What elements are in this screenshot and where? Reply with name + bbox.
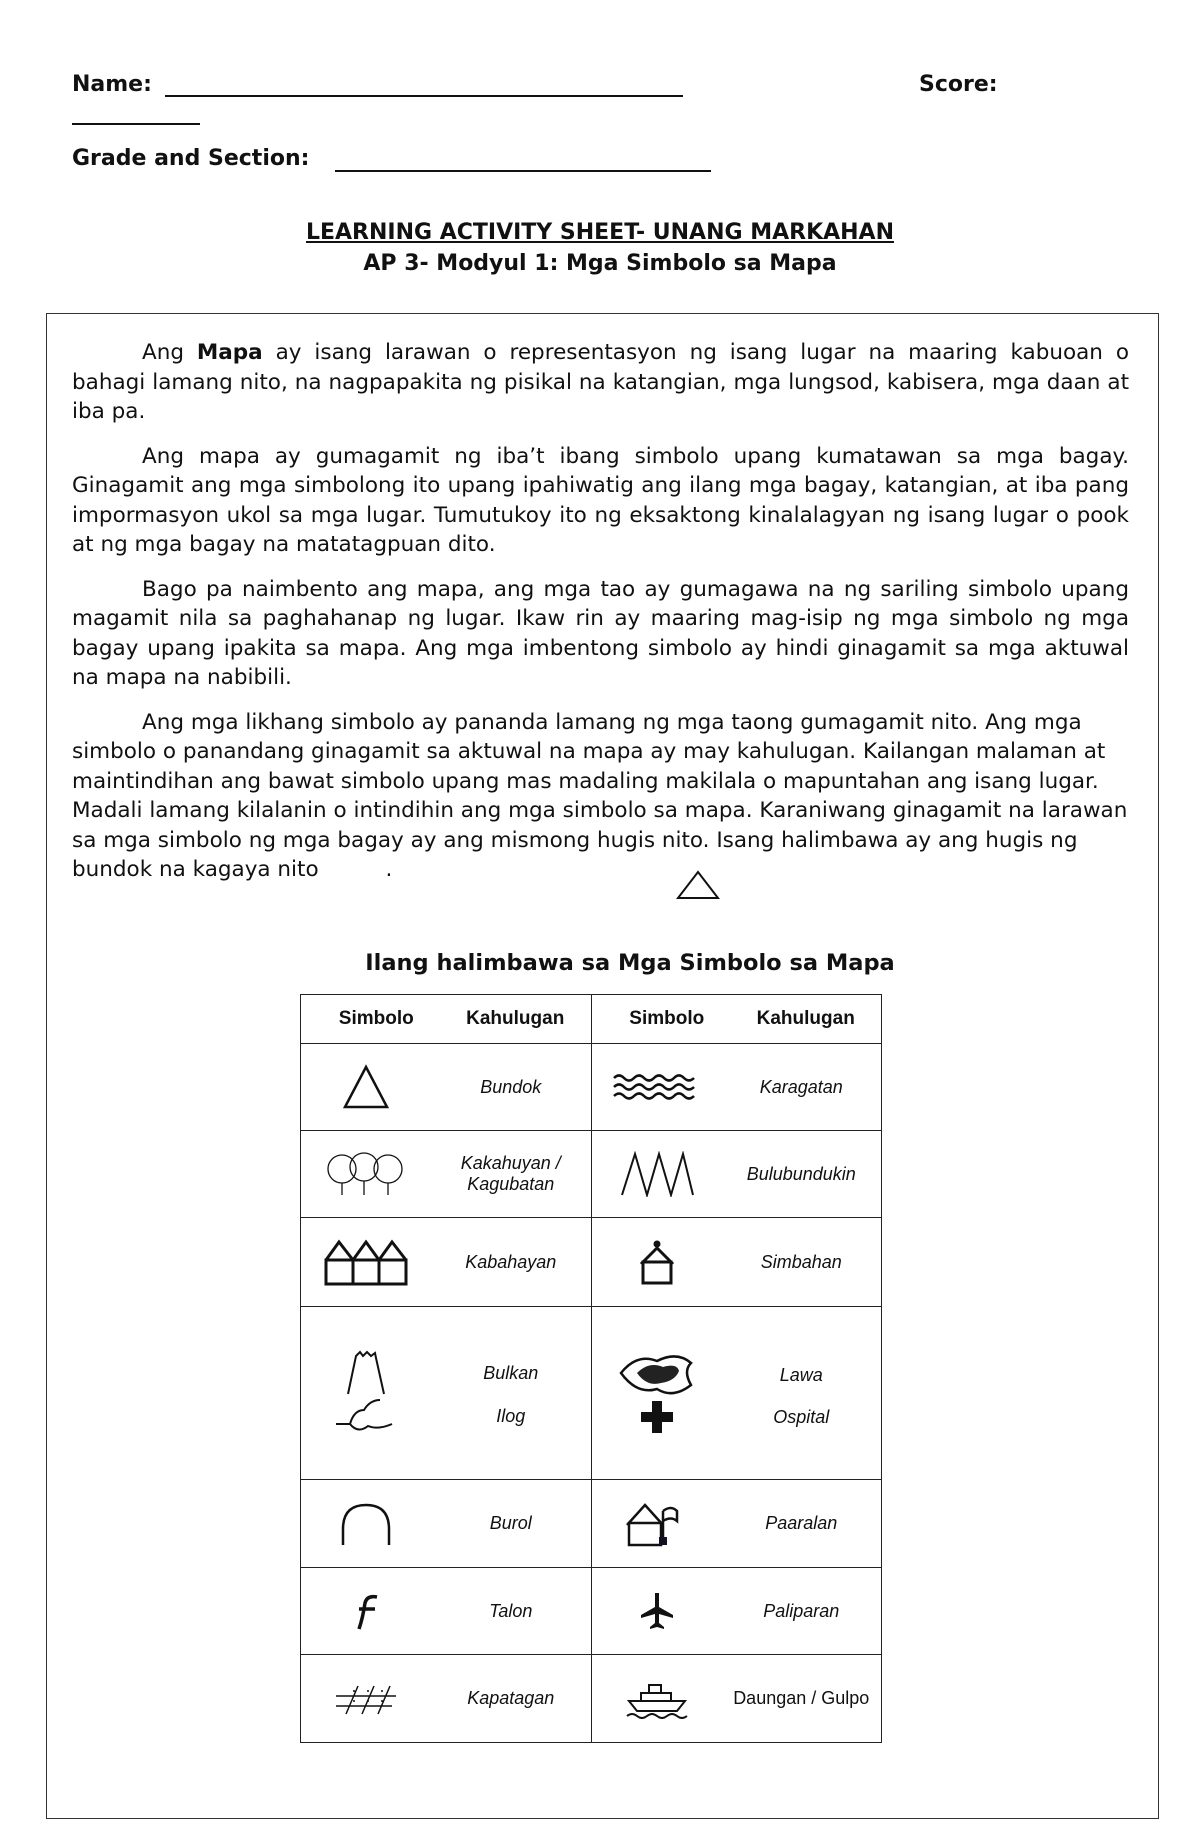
school-icon	[625, 1501, 689, 1547]
meaning-lawa: Lawa	[779, 1364, 823, 1385]
p4-text: Ang mga likhang simbolo ay pananda lamang ng mga taong gumagamit nito. Ang mga simbolo o panandang ginagamit sa aktuwal na mapa ay may kahulugan. Kailangan malaman at maintindihan ang bawat simbolo upang mas madaling makilala o mapuntahan ang isang lugar. Madali lamang kilalanin o intindihin ang mga simbolo sa mapa. Karaniwang ginagamit na larawan sa mga simbolo ng mga bagay ay ang mismong hugis nito. Isang halimbawa ay ang hugis ng bundok na kagaya nito	[72, 709, 1128, 882]
header-kahulugan: Kahulugan	[466, 1008, 565, 1029]
paragraph-3: Bago pa naimbento ang mapa, ang mga tao ay gumagawa na ng sariling simbolo upang magamit nila sa paghahanap ng lugar. Ikaw rin ay maaring mag-isip ng mga simbolo ng mga bagay upang ipakita sa mapa. Ang mga imbentong simbolo ay hindi ginagamit sa mga aktuwal na mapa na nabibili.	[72, 576, 1129, 690]
sheet-subtitle: AP 3- Modyul 1: Mga Simbolo sa Mapa	[363, 251, 837, 276]
meaning-kapatagan: Kapatagan	[467, 1688, 555, 1708]
forest-icon	[324, 1151, 408, 1197]
sheet-title: LEARNING ACTIVITY SHEET- UNANG MARKAHAN	[305, 220, 894, 245]
table-row	[301, 1307, 882, 1480]
meaning-burol: Burol	[489, 1513, 532, 1533]
header-simbolo: Simbolo	[338, 1008, 414, 1029]
meaning-daungan: Daungan / Gulpo	[733, 1688, 870, 1708]
table-row	[301, 1568, 882, 1655]
plains-icon	[334, 1682, 398, 1716]
port-ship-icon	[625, 1679, 689, 1719]
table-row	[301, 1480, 882, 1568]
name-field[interactable]	[165, 95, 683, 97]
river-icon	[334, 1396, 398, 1436]
p1-bold: Mapa	[196, 340, 263, 365]
table-row	[301, 1655, 882, 1743]
waterfall-icon	[351, 1591, 381, 1631]
table-row	[301, 1218, 882, 1307]
header-simbolo: Simbolo	[629, 1008, 705, 1029]
houses-icon	[323, 1238, 409, 1286]
meaning-kabahayan: Kabahayan	[465, 1251, 557, 1272]
table-caption: Ilang halimbawa sa Mga Simbolo sa Mapa	[365, 950, 895, 976]
paragraph-4	[72, 708, 1129, 885]
meaning-karagatan: Karagatan	[759, 1076, 843, 1097]
table-row	[301, 1044, 882, 1131]
p1-post: ay isang larawan o representasyon ng isang lugar na maaring kabuoan o bahagi lamang nito, na nagpapakita ng pisikal na katangian, mga lungsod, kabisera, mga daan at iba pa.	[72, 340, 1129, 424]
mountain-icon	[341, 1064, 391, 1110]
meaning-bundok: Bundok	[480, 1076, 542, 1097]
mountain-range-icon	[619, 1151, 695, 1197]
table-row	[301, 1131, 882, 1218]
paragraph-1	[72, 338, 1129, 427]
meaning-paaralan: Paaralan	[765, 1513, 838, 1533]
score-field[interactable]	[72, 123, 200, 125]
hospital-cross-icon	[639, 1399, 675, 1435]
meaning-bulubundukin: Bulubundukin	[746, 1163, 856, 1184]
paragraph-2: Ang mapa ay gumagamit ng iba’t ibang simbolo upang kumatawan sa mga bagay. Ginagamit ang mga simbolong ito upang ipahiwatig ang ilang mga bagay, katangian, at iba pang impormasyon ukol sa mga lugar. Tumutukoy ito ng eksaktong kinalalagyan ng isang lugar o pook at ng mga bagay na matatagpuan dito.	[72, 443, 1129, 557]
meaning-ospital: Ospital	[773, 1406, 830, 1427]
meaning-ilog: Ilog	[496, 1405, 526, 1426]
grade-section-field[interactable]	[335, 170, 711, 172]
name-label: Name:	[72, 72, 152, 97]
lesson-text	[72, 338, 1129, 900]
score-label: Score:	[919, 72, 998, 97]
hill-icon	[338, 1501, 394, 1547]
mountain-inline-icon	[676, 870, 720, 900]
airport-plane-icon	[639, 1591, 675, 1631]
volcano-icon	[344, 1350, 388, 1396]
meaning-simbahan: Simbahan	[760, 1251, 842, 1272]
meaning-paliparan: Paliparan	[763, 1600, 840, 1621]
meaning-bulkan: Bulkan	[483, 1362, 539, 1383]
p4-end: .	[378, 857, 393, 882]
lake-icon	[617, 1351, 697, 1399]
header-kahulugan: Kahulugan	[756, 1008, 855, 1029]
meaning-kakahuyan: Kakahuyan / Kagubatan	[460, 1153, 561, 1194]
meaning-talon: Talon	[489, 1600, 533, 1621]
symbols-table	[300, 994, 882, 1743]
table-header-row	[301, 995, 882, 1044]
grade-section-label: Grade and Section:	[72, 146, 310, 171]
church-icon	[637, 1238, 677, 1286]
ocean-waves-icon	[612, 1072, 702, 1102]
p1-pre: Ang	[142, 340, 197, 365]
